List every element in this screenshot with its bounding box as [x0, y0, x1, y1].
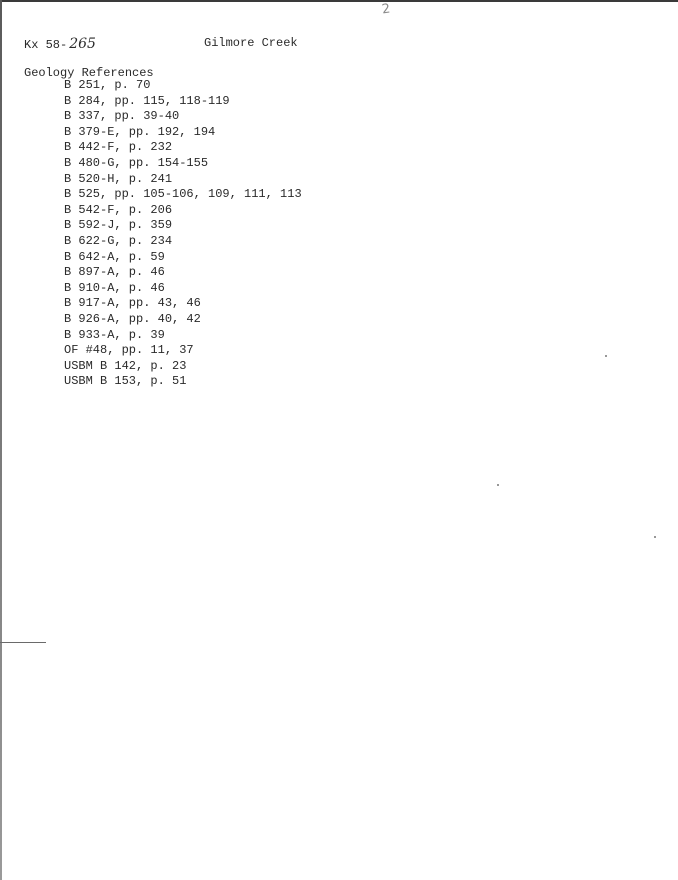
- card-id: [24, 36, 96, 52]
- reference-item: B 910-A, p. 46: [64, 280, 165, 295]
- reference-item: B 642-A, p. 59: [64, 249, 165, 264]
- reference-item: B 592-J, p. 359: [64, 218, 173, 233]
- paper-speck: [605, 355, 607, 357]
- margin-rule-line: [0, 642, 46, 643]
- reference-item: B 379-E, pp. 192, 194: [64, 124, 216, 139]
- reference-item: B 542-F, p. 206: [64, 202, 173, 217]
- reference-item: B 284, pp. 115, 118-119: [64, 93, 230, 108]
- corner-handwritten-mark: 2: [380, 1, 392, 18]
- reference-item: B 525, pp. 105-106, 109, 111, 113: [64, 187, 302, 202]
- card-id-prefix: Kx 58-: [24, 38, 68, 52]
- reference-item: B 442-F, p. 232: [64, 140, 173, 155]
- section-label: Geology References: [24, 66, 154, 80]
- reference-item: B 622-G, p. 234: [64, 233, 173, 248]
- card-id-handwritten-number: 265: [69, 36, 96, 52]
- top-border-line: [0, 0, 678, 2]
- reference-item: B 480-G, pp. 154-155: [64, 155, 209, 170]
- card-title: Gilmore Creek: [204, 36, 298, 50]
- reference-list: [64, 78, 302, 390]
- reference-item: B 933-A, p. 39: [64, 327, 165, 342]
- paper-speck: [654, 536, 656, 538]
- card-header: [24, 36, 664, 56]
- reference-item: B 520-H, p. 241: [64, 171, 173, 186]
- reference-item: USBM B 142, p. 23: [64, 358, 187, 373]
- reference-item: B 897-A, p. 46: [64, 265, 165, 280]
- reference-item: OF #48, pp. 11, 37: [64, 343, 194, 358]
- reference-item: B 926-A, pp. 40, 42: [64, 311, 201, 326]
- reference-item: B 337, pp. 39-40: [64, 109, 180, 124]
- paper-speck: [497, 484, 499, 486]
- reference-item: USBM B 153, p. 51: [64, 374, 187, 389]
- left-border-line: [0, 0, 2, 880]
- reference-item: B 917-A, pp. 43, 46: [64, 296, 201, 311]
- reference-item: B 251, p. 70: [64, 78, 151, 92]
